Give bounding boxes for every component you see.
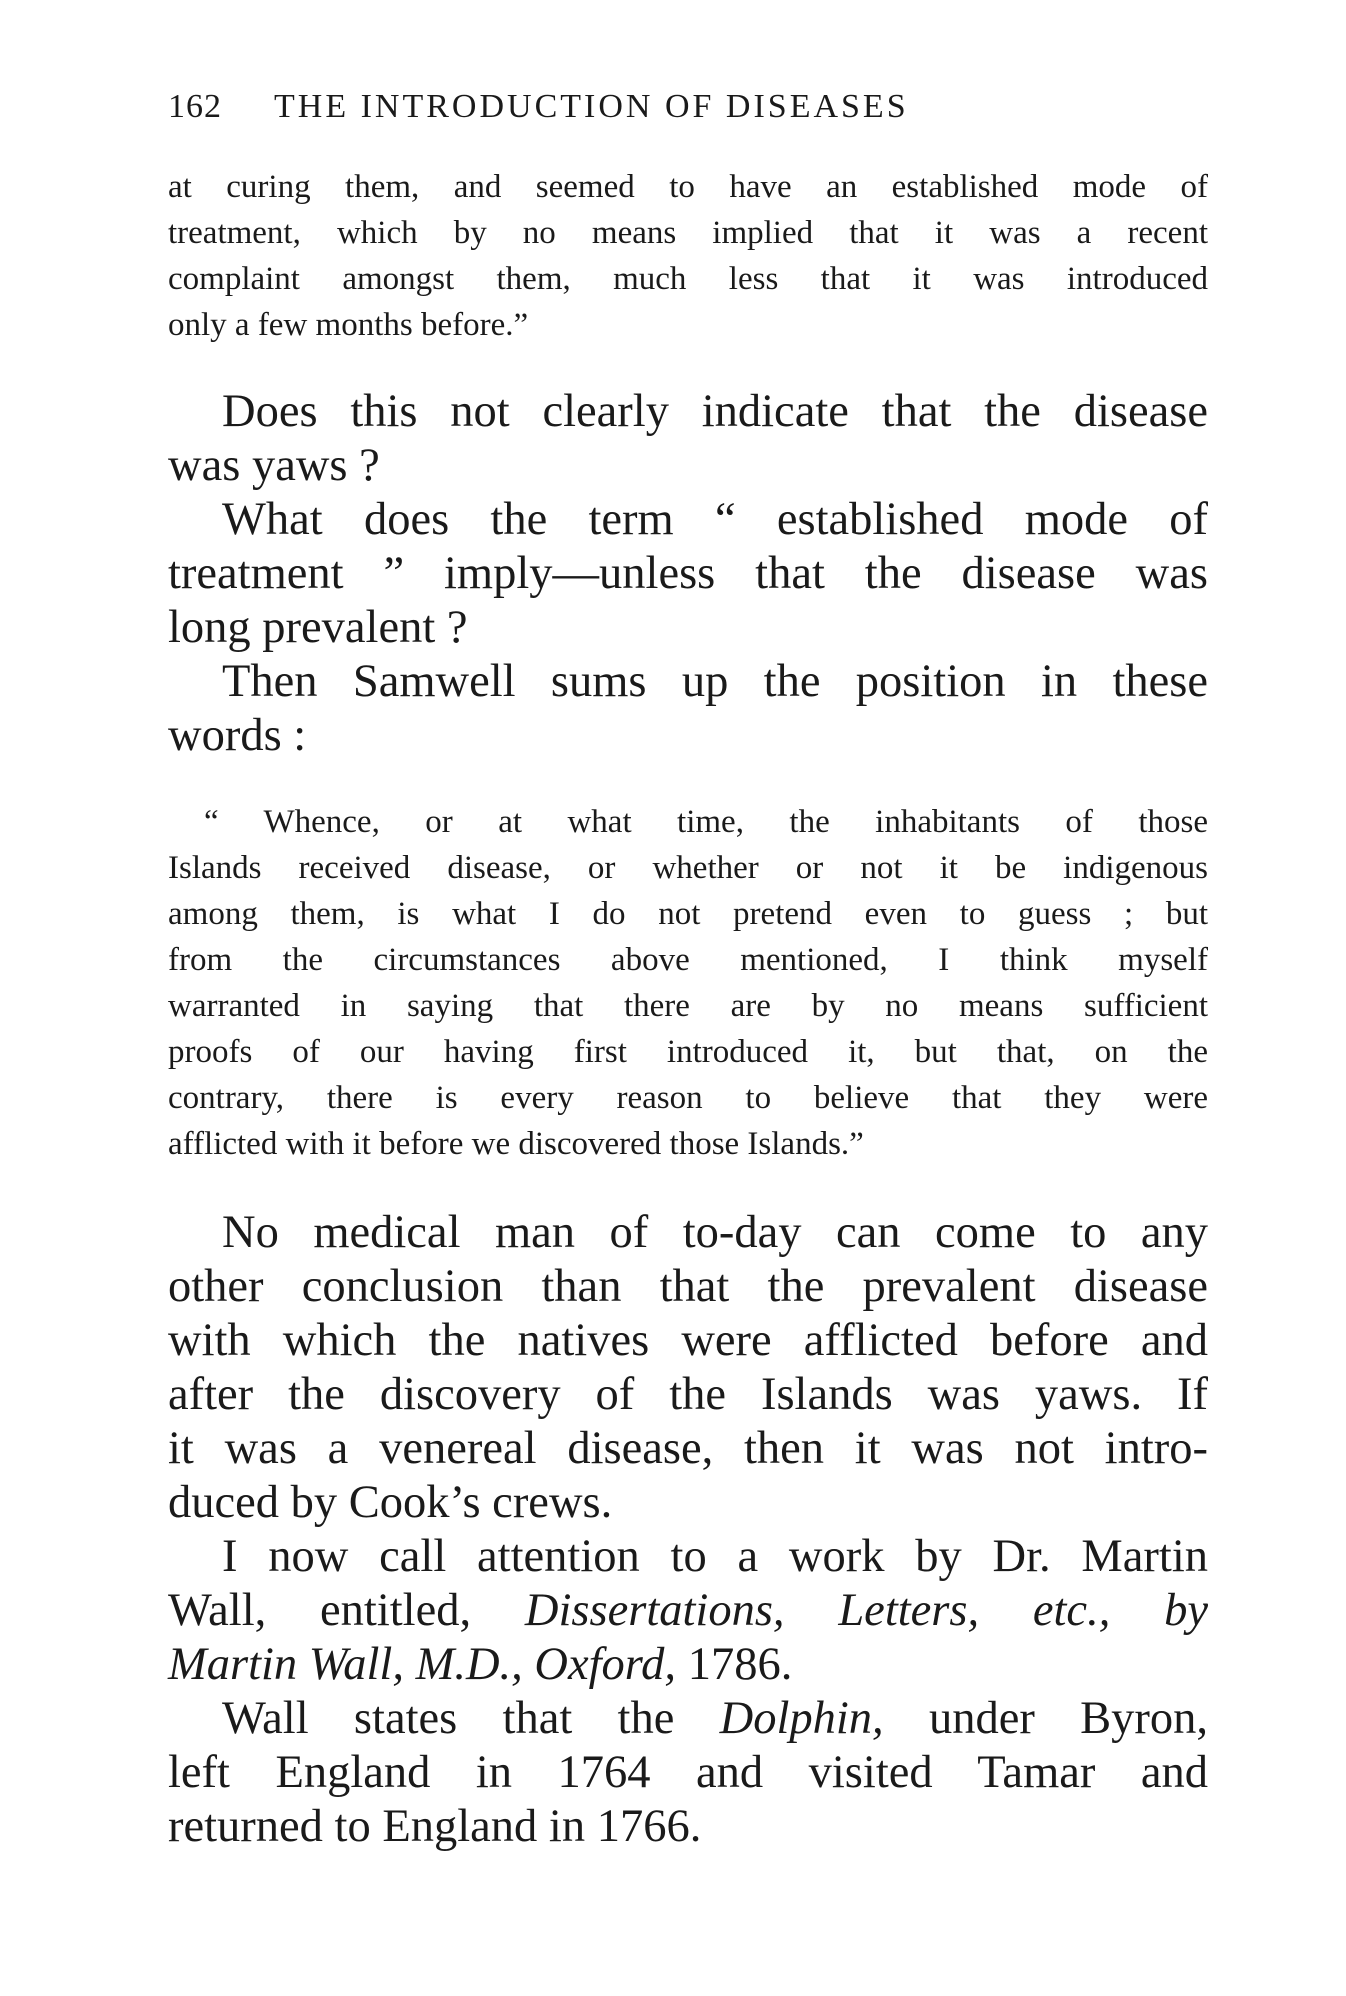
paragraph-treatment-question <box>168 493 1208 655</box>
paragraph-dolphin-voyage <box>168 1692 1208 1854</box>
paragraph-yaws-question <box>168 385 1208 493</box>
text-line: left England in 1764 and visited Tamar and <box>168 1747 1208 1798</box>
text-line: with which the natives were afflicted before and <box>168 1315 1208 1366</box>
text-line: contrary, there is every reason to believe that they were <box>168 1080 1208 1116</box>
running-header <box>168 82 1208 132</box>
book-title: Dissertations, Letters, etc., by <box>524 1585 1208 1636</box>
text-line <box>168 1584 1208 1638</box>
text-line: only a few months before.” <box>168 307 529 343</box>
paragraph-medical-conclusion <box>168 1206 1208 1530</box>
text-line: other conclusion than that the prevalent disease <box>168 1261 1208 1312</box>
text-line: treatment ” imply—unless that the disease was <box>168 548 1208 599</box>
text-line: returned to England in 1766. <box>168 1801 702 1852</box>
text-line: complaint amongst them, much less that it was introduced <box>168 261 1208 297</box>
ship-name: Dolphin, <box>719 1693 884 1744</box>
text-line <box>168 1692 1208 1746</box>
page-number: 162 <box>168 88 222 125</box>
text-line: long prevalent ? <box>168 602 468 653</box>
text-line: I now call attention to a work by Dr. Martin <box>222 1531 1208 1582</box>
text-line: Does this not clearly indicate that the disease <box>222 386 1208 437</box>
text-line: afflicted with it before we discovered those Islands.” <box>168 1126 864 1162</box>
text-line: it was a venereal disease, then it was not intro- <box>168 1423 1208 1474</box>
paragraph-samwell-sums-up <box>168 655 1208 763</box>
text-line: after the discovery of the Islands was yaws. If <box>168 1369 1208 1420</box>
text-line: from the circumstances above mentioned, I think myself <box>168 942 1208 978</box>
text-line: No medical man of to-day can come to any <box>222 1207 1208 1258</box>
text-line: “ Whence, or at what time, the inhabitants of those <box>204 804 1208 840</box>
publication-year: 1786. <box>676 1639 793 1690</box>
text-line: proofs of our having first introduced it, but that, on the <box>168 1034 1208 1070</box>
text-line: warranted in saying that there are by no means sufficient <box>168 988 1208 1024</box>
text-line: Islands received disease, or whether or not it be indigenous <box>168 850 1208 886</box>
paragraph-martin-wall <box>168 1530 1208 1692</box>
text-line: duced by Cook’s crews. <box>168 1477 613 1528</box>
text-line: Then Samwell sums up the position in these <box>222 656 1208 707</box>
text-line: at curing them, and seemed to have an established mode of <box>168 169 1208 205</box>
text-fragment: Wall, entitled, <box>168 1585 525 1636</box>
text-fragment: under Byron, <box>883 1693 1208 1744</box>
text-line: among them, is what I do not pretend even to guess ; but <box>168 896 1208 932</box>
running-title: THE INTRODUCTION OF DISEASES <box>274 88 909 125</box>
text-line: was yaws ? <box>168 440 380 491</box>
quote-continuation <box>168 164 1208 348</box>
text-line <box>168 1638 1208 1692</box>
text-line: treatment, which by no means implied that it was a recent <box>168 215 1208 251</box>
text-fragment: Wall states that the <box>222 1693 720 1744</box>
text-line: words : <box>168 710 307 761</box>
book-title-continued: Martin Wall, M.D., Oxford, <box>168 1639 677 1690</box>
block-quote-samwell <box>168 799 1208 1167</box>
text-line: What does the term “ established mode of <box>222 494 1208 545</box>
